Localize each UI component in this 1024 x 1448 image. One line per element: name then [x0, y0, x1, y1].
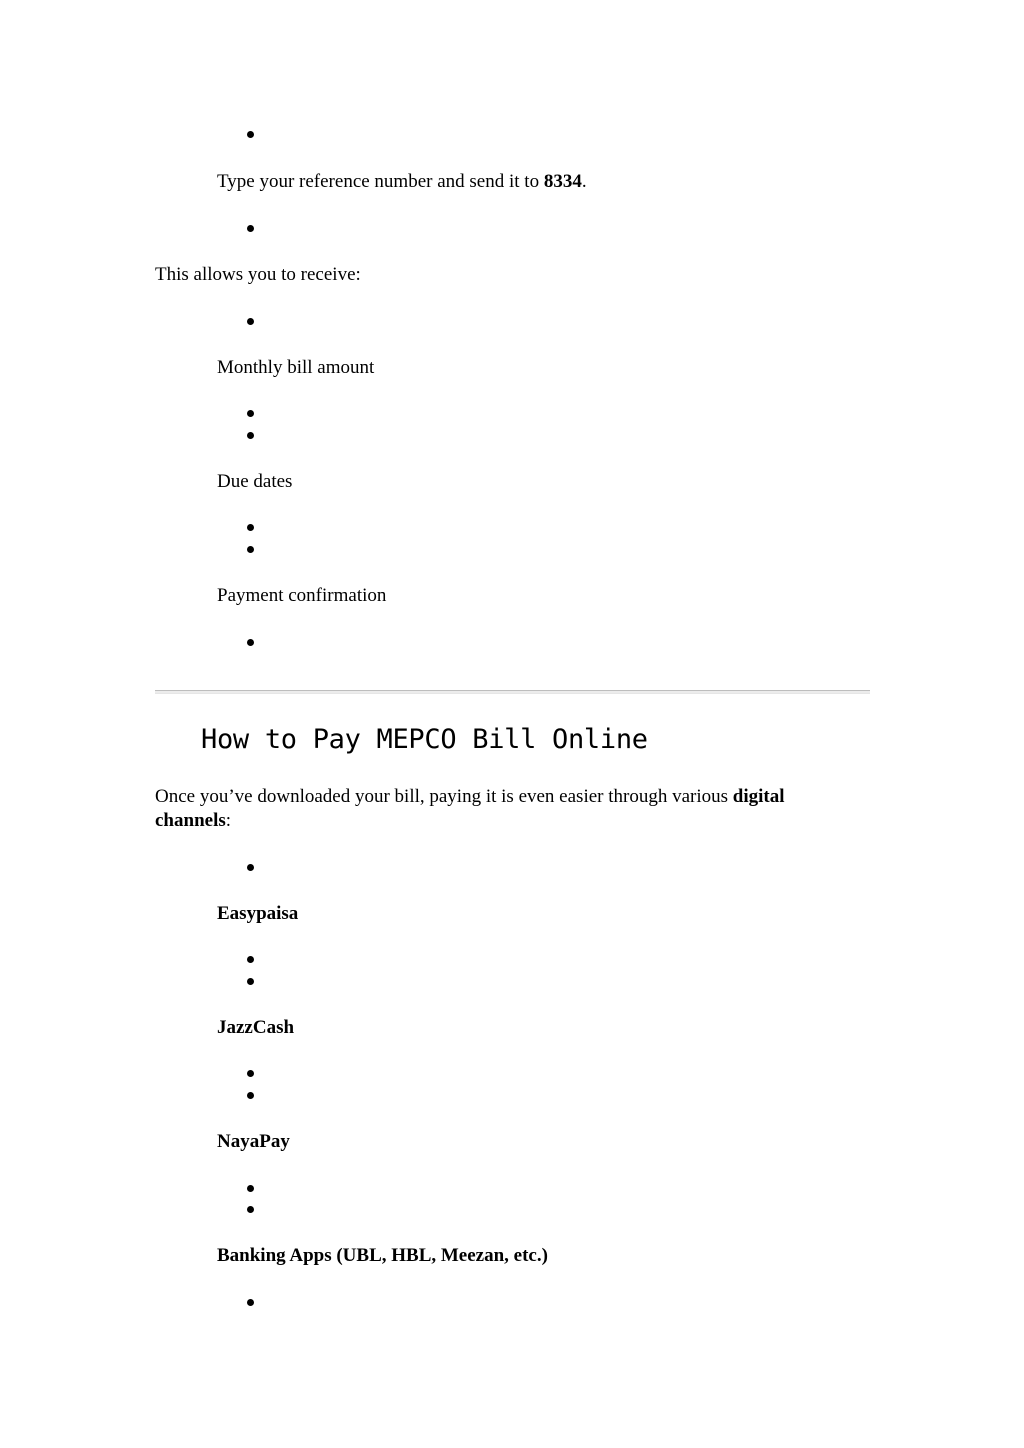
bullet — [247, 978, 254, 985]
bullet — [247, 318, 254, 325]
bullet — [247, 1299, 254, 1306]
bullet — [247, 131, 254, 138]
channel-item: JazzCash — [217, 1017, 295, 1038]
sms-instruction-text: Type your reference number and send it to — [217, 171, 544, 192]
bullet — [247, 546, 254, 553]
section-intro-bold: digital channels — [155, 786, 785, 831]
section-heading: How to Pay MEPCO Bill Online — [201, 724, 648, 755]
section-intro-text: Once you’ve downloaded your bill, paying it is even easier through various — [155, 786, 733, 807]
receive-item: Payment confirmation — [217, 585, 387, 606]
bullet — [247, 639, 254, 646]
section-intro-suffix: : — [225, 810, 232, 831]
sms-instruction — [217, 170, 587, 194]
bullet — [247, 1206, 254, 1213]
receive-item: Monthly bill amount — [217, 357, 375, 378]
bullet — [247, 410, 254, 417]
bullet — [247, 956, 254, 963]
sms-number: 8334 — [543, 171, 582, 192]
bullet — [247, 1185, 254, 1192]
channel-item: Easypaisa — [217, 903, 299, 924]
receive-item: Due dates — [217, 471, 293, 492]
channel-item: NayaPay — [217, 1131, 290, 1152]
bullet — [247, 1092, 254, 1099]
section-intro — [155, 785, 855, 833]
bullet — [247, 225, 254, 232]
bullet — [247, 524, 254, 531]
sms-instruction-suffix: . — [581, 171, 587, 192]
receive-intro: This allows you to receive: — [155, 264, 361, 285]
bullet — [247, 864, 254, 871]
horizontal-rule — [155, 690, 870, 694]
channel-item: Banking Apps (UBL, HBL, Meezan, etc.) — [217, 1245, 548, 1266]
bullet — [247, 432, 254, 439]
bullet — [247, 1070, 254, 1077]
